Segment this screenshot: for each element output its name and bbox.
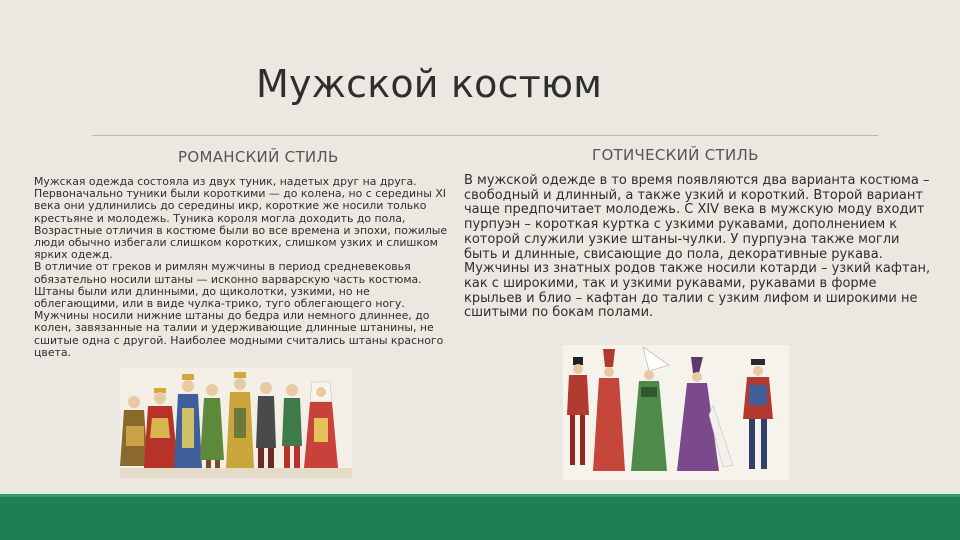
romanesque-text	[34, 176, 450, 359]
romanesque-paragraph: Мужская одежда состояла из двух туник, надетых друг на друга. Первоначально туники были короткими — до колена, но с середины XI века они удлинились до середины икр, короткие же носили только крестьяне и молодежь. Туника короля могла доходить до пола, Возрастные отличия в костюме были во все времена и эпохи, пожилые люди обычно избегали слишком коротких, слишком узких и слишком ярких одежд.	[34, 175, 448, 262]
gothic-paragraph: В мужской одежде в то время появляются два варианта костюма – свободный и длинный, а также узкий и короткий. Второй вариант чаще предпочитает молодежь. С XIV века в мужскую моду входит пурпуэн – короткая куртка с узкими рукавами, дополнением к которой служили узкие штаны-чулки. У пурпуэна также могли быть и длинные, свисающие до пола, декоративные рукава. Мужчины из знатных родов также носили котарди – узкий кафтан, как с широкими, так и узкими рукавами, рукавами в форме крыльев и блио – кафтан до талии с узким лифом и широкими не сшитыми по бокам полами.	[464, 173, 931, 321]
romanesque-heading: РОМАНСКИЙ СТИЛЬ	[178, 148, 339, 166]
romanesque-costume-illustration	[120, 368, 352, 478]
gothic-costume-illustration	[563, 345, 789, 480]
gothic-text	[464, 174, 934, 321]
romanesque-paragraph: В отличие от греков и римлян мужчины в период средневековья обязательно носили штаны — исконно варварскую часть костюма. Штаны были или длинными, до щиколотки, узкими, но не облегающими, или в виде чулка-трико, туго облегающего ногу. Мужчины носили нижние штаны до бедра или немного длиннее, до колен, завязанные на талии и удерживающие длинные штанины, не сшитые одна с другой. Наиболее модными считались штаны красного цвета.	[34, 260, 444, 359]
slide-title: Мужской костюм	[256, 62, 603, 106]
footer-bar	[0, 497, 960, 540]
title-divider	[92, 135, 878, 136]
gothic-heading: ГОТИЧЕСКИЙ СТИЛЬ	[592, 146, 759, 164]
